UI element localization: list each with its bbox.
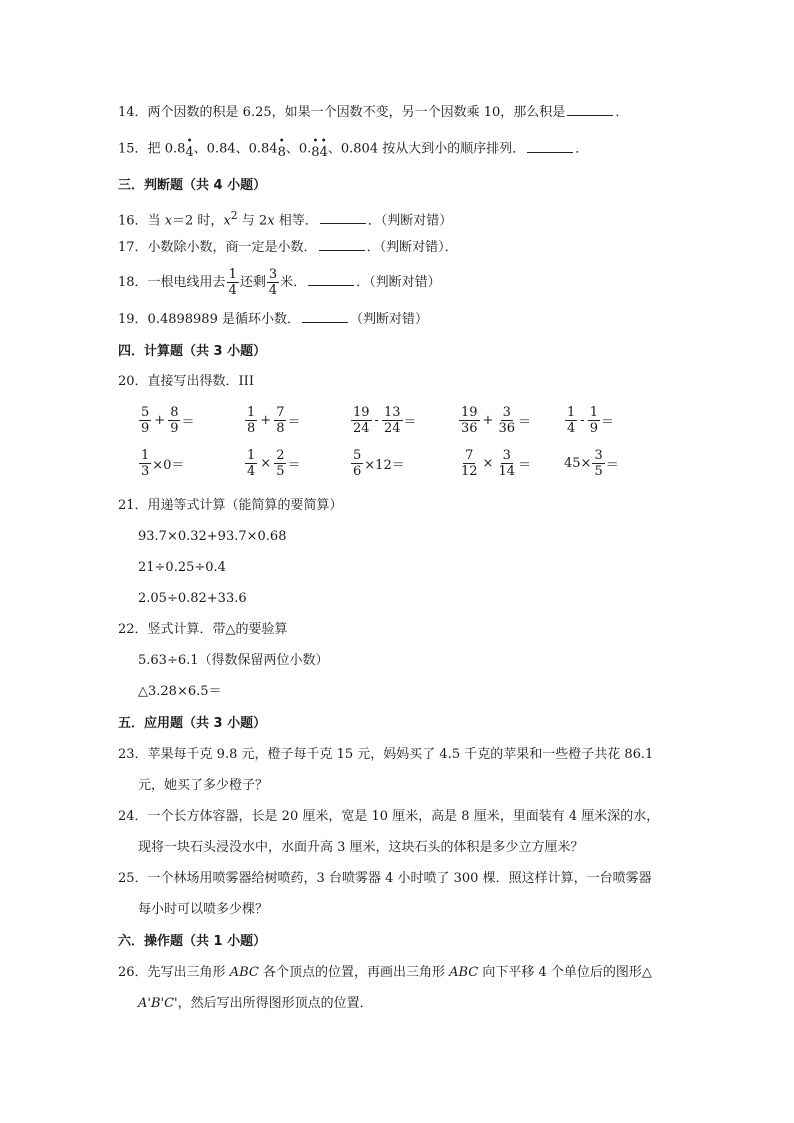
- question-17: [118, 238, 458, 258]
- question-text: 相等．: [274, 213, 318, 229]
- question-25-line-2: 每小时可以喷多少棵？: [138, 902, 269, 917]
- answer-blank[interactable]: [302, 310, 348, 323]
- numerator: 19: [353, 405, 370, 420]
- denominator: 9: [170, 421, 179, 436]
- fraction: [496, 448, 517, 479]
- question-text: 各个顶点的位置，再画出三角形: [258, 965, 450, 980]
- equals-sign: ＝: [403, 415, 417, 430]
- decimal-item-3: 0.84: [248, 141, 278, 157]
- fraction: [459, 405, 480, 436]
- numerator: 1: [141, 448, 150, 463]
- question-text: 竖式计算．带△的要验算: [147, 622, 288, 637]
- numerator: 3: [502, 405, 511, 420]
- fraction: [496, 405, 517, 436]
- fraction: [382, 405, 403, 436]
- decimal-item-4: 0.: [298, 141, 312, 157]
- equals-sign: ＝: [287, 415, 301, 430]
- calc-item-r2c2: [244, 448, 300, 479]
- denominator: 4: [567, 421, 576, 436]
- question-26: [118, 963, 652, 983]
- numerator: 1: [247, 448, 256, 463]
- question-23: [118, 745, 653, 765]
- calc-item-r1c1: [138, 405, 194, 436]
- question-24-line-2: 现将一块石头浸没水中，水面升高 3 厘米，这块石头的体积是多少立方厘米？: [138, 840, 584, 855]
- denominator: 8: [247, 421, 256, 436]
- fraction: [351, 405, 372, 436]
- question-text: 米．: [280, 275, 307, 290]
- denominator: 9: [141, 421, 150, 436]
- question-number: 19．: [118, 312, 148, 327]
- question-text: 当: [147, 213, 165, 229]
- denominator: 36: [498, 421, 515, 436]
- numerator: 13: [383, 405, 401, 420]
- calc-item-r2c3: [350, 448, 405, 479]
- question-21: [118, 496, 343, 516]
- numerator: 2: [276, 448, 285, 463]
- calc-item-r1c2: [244, 405, 300, 436]
- question-text: 按从大到小的顺序排列．: [378, 141, 526, 157]
- question-text: 两个因数的积是 6.25，如果一个因数不变，另一个因数乘 10，那么积是: [147, 105, 566, 120]
- repeat-dot: •: [186, 136, 193, 147]
- denominator: 14: [498, 464, 515, 479]
- denominator: 12: [461, 464, 478, 479]
- question-text: ＝2 时，: [172, 213, 224, 229]
- repeating-digit: [320, 138, 328, 160]
- triangle-label: ABC: [229, 965, 259, 980]
- question-text: 先写出三角形: [147, 965, 230, 980]
- question-26-line-2: [138, 994, 373, 1014]
- question-text: 苹果每千克 9.8 元，橙子每千克 15 元，妈妈买了 4.5 千克的苹果和一些橙子共花 86.1: [147, 747, 654, 762]
- equals-sign: ＝: [181, 415, 195, 430]
- calc-item-r2c1: [138, 448, 184, 479]
- section-heading-4: 四．计算题（共 3 小题）: [118, 344, 267, 359]
- numerator: 3: [594, 448, 603, 463]
- repeating-digit: [278, 138, 286, 160]
- equals-sign: ＝: [518, 415, 532, 430]
- fraction: [267, 267, 279, 298]
- question-text: 直接写出得数．III: [147, 374, 254, 389]
- question-number: 24．: [118, 809, 148, 824]
- judgement-hint: （判断对错）: [349, 312, 428, 327]
- repeating-digit: [185, 138, 193, 160]
- numerator: 7: [465, 448, 474, 463]
- repeat-digit: 8: [311, 145, 320, 160]
- exponent: 2: [230, 209, 238, 222]
- punctuation: ．: [575, 141, 589, 157]
- variable-x: x: [267, 213, 275, 229]
- fraction: [588, 405, 600, 436]
- question-text: 一个长方体容器，长是 20 厘米，宽是 10 厘米，高是 8 厘米，里面装有 4 厘米深的水，: [147, 809, 660, 824]
- expression-22-2: △3.28×6.5＝: [138, 684, 222, 699]
- numerator: 8: [170, 405, 179, 420]
- separator: 、: [327, 141, 341, 157]
- answer-blank[interactable]: [308, 273, 354, 286]
- expression-lead: 45×: [564, 456, 592, 471]
- equals-sign: ＝: [287, 458, 301, 473]
- triangle-label: A'B'C': [138, 996, 178, 1011]
- decimal-item-5: 0.804: [340, 141, 379, 157]
- question-text: 用递等式计算（能简算的要简算）: [147, 498, 343, 513]
- question-number: 14．: [118, 105, 148, 120]
- denominator: 24: [383, 421, 401, 436]
- question-text: 把: [147, 141, 165, 157]
- question-number: 25．: [118, 871, 148, 886]
- denominator: 36: [461, 421, 478, 436]
- numerator: 5: [353, 448, 362, 463]
- numerator: 1: [247, 405, 256, 420]
- question-23-line-2: 元，她买了多少橙子？: [138, 778, 269, 793]
- question-text: ，然后写出所得图形顶点的位置．: [177, 996, 373, 1011]
- calc-item-r2c4: [458, 448, 531, 479]
- separator: 、: [235, 141, 249, 157]
- question-16: [118, 206, 452, 231]
- triangle-label: ABC: [449, 965, 479, 980]
- question-text: 向下平移 4 个单位后的图形△: [478, 965, 652, 980]
- expression-tail: ×0＝: [152, 458, 185, 473]
- answer-blank[interactable]: [567, 103, 613, 116]
- question-20: [118, 372, 254, 392]
- question-number: 17．: [118, 240, 148, 255]
- judgement-hint: ．（判断对错）: [367, 213, 453, 229]
- repeat-digit: 8: [277, 145, 286, 160]
- numerator: 3: [502, 448, 511, 463]
- question-number: 23．: [118, 747, 148, 762]
- judgement-hint: ．（判断对错）: [356, 275, 441, 290]
- operator: +: [260, 413, 272, 428]
- question-number: 16．: [118, 213, 148, 229]
- decimal-item-2: 0.84: [206, 141, 236, 157]
- operator: ×: [482, 456, 494, 471]
- fraction: [565, 405, 577, 436]
- question-number: 22．: [118, 622, 148, 637]
- equals-sign: ＝: [518, 458, 532, 473]
- separator: 、: [285, 141, 299, 157]
- question-text: 一根电线用去: [147, 275, 226, 290]
- denominator: 9: [589, 421, 598, 436]
- repeat-dot: •: [312, 136, 319, 147]
- question-19: [118, 310, 428, 330]
- question-15: [118, 138, 588, 160]
- numerator: 1: [567, 405, 576, 420]
- fraction: [459, 448, 480, 479]
- answer-blank[interactable]: [527, 140, 573, 153]
- judgement-hint: ．（判断对错）．: [366, 240, 458, 255]
- fraction: [274, 448, 286, 479]
- numerator: 5: [141, 405, 150, 420]
- question-number: 15．: [118, 141, 148, 157]
- denominator: 8: [276, 421, 285, 436]
- denominator: 6: [353, 464, 362, 479]
- fraction: [245, 448, 257, 479]
- question-text: 与 2: [237, 213, 268, 229]
- expression-21-1: 93.7×0.32+93.7×0.68: [138, 529, 287, 544]
- operator: +: [482, 413, 494, 428]
- operator: -: [580, 413, 585, 428]
- operator: ×: [260, 456, 272, 471]
- expression-21-3: 2.05÷0.82+33.6: [138, 591, 247, 606]
- question-22: [118, 620, 288, 640]
- numerator: 19: [461, 405, 478, 420]
- fraction: [274, 405, 286, 436]
- variable-x: x: [223, 213, 231, 229]
- denominator: 3: [141, 464, 150, 479]
- denominator: 4: [268, 283, 278, 298]
- question-number: 18．: [118, 275, 148, 290]
- calc-item-r1c5: [564, 405, 614, 436]
- numerator: 1: [228, 267, 237, 282]
- fraction: [592, 448, 604, 479]
- fraction: [139, 405, 151, 436]
- question-14: [118, 103, 628, 123]
- repeat-digit: 4: [319, 145, 328, 160]
- question-18: [118, 266, 441, 300]
- decimal-item-1: 0.8: [164, 141, 186, 157]
- question-number: 21．: [118, 498, 148, 513]
- operator: +: [154, 413, 166, 428]
- question-text: 0.4898989 是循环小数．: [147, 312, 300, 327]
- question-number: 20．: [118, 374, 148, 389]
- question-25: [118, 869, 652, 889]
- numerator: 7: [276, 405, 285, 420]
- equals-sign: ＝: [605, 458, 619, 473]
- question-text: 小数除小数，商一定是小数．: [147, 240, 317, 255]
- fraction: [245, 405, 257, 436]
- variable-x: x: [164, 213, 173, 229]
- numerator: 3: [268, 267, 278, 282]
- denominator: 5: [276, 464, 285, 479]
- answer-blank[interactable]: [320, 211, 366, 224]
- section-heading-6: 六．操作题（共 1 小题）: [118, 934, 267, 949]
- repeat-dot: •: [320, 136, 327, 147]
- equals-sign: ＝: [600, 415, 614, 430]
- expression-tail: ×12＝: [364, 458, 405, 473]
- section-heading-3: 三．判断题（共 4 小题）: [118, 178, 267, 193]
- fraction: [351, 448, 363, 479]
- separator: 、: [193, 141, 207, 157]
- fraction: [168, 405, 180, 436]
- expression-21-2: 21÷0.25÷0.4: [138, 560, 226, 575]
- numerator: 1: [589, 405, 598, 420]
- answer-blank[interactable]: [319, 238, 365, 251]
- denominator: 5: [594, 464, 603, 479]
- denominator: 24: [353, 421, 370, 436]
- question-number: 26．: [118, 965, 148, 980]
- calc-item-r1c3: [350, 405, 417, 436]
- denominator: 4: [247, 464, 256, 479]
- repeat-dot: •: [278, 136, 285, 147]
- expression-22-1: 5.63÷6.1（得数保留两位小数）: [138, 653, 329, 668]
- calc-item-r1c4: [458, 405, 531, 436]
- punctuation: ．: [615, 105, 629, 120]
- fraction: [139, 448, 151, 479]
- repeating-digit: [311, 138, 319, 160]
- repeat-digit: 4: [185, 145, 194, 160]
- denominator: 4: [228, 283, 237, 298]
- question-text: 一个林场用喷雾器给树喷药，3 台喷雾器 4 小时喷了 300 棵．照这样计算，一台喷雾器: [147, 871, 652, 886]
- question-24: [118, 807, 659, 827]
- question-text: 还剩: [239, 275, 266, 290]
- operator: -: [374, 413, 379, 428]
- section-heading-5: 五．应用题（共 3 小题）: [118, 716, 267, 731]
- fraction: [227, 267, 239, 298]
- calc-item-r2c5: [564, 448, 619, 479]
